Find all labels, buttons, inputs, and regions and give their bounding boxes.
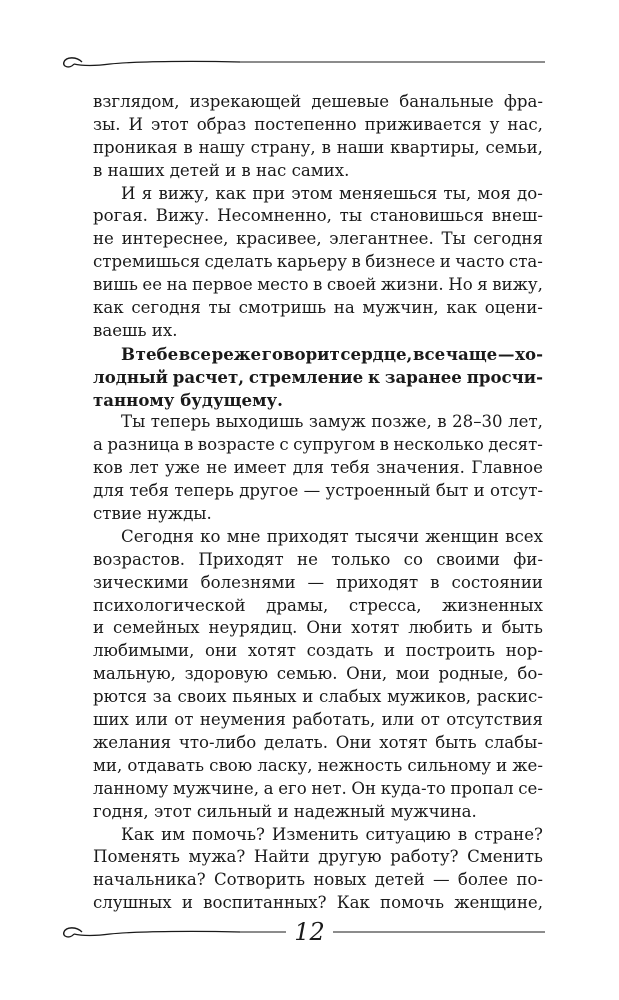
text-line: а разница в возрасте с супругом в несколько десят-: [93, 435, 543, 455]
text-line: не интереснее, красивее, элегантнее. Ты сегодня: [93, 229, 543, 249]
text-line: ков лет уже не имеет для тебя значения. Главное: [93, 458, 543, 478]
text-line: И я вижу, как при этом меняешься ты, моя до-: [121, 183, 543, 203]
text-line: и семейных неурядиц. Они хотят любить и быть: [93, 618, 543, 638]
text-line: проникая в нашу страну, в наши квартиры, семьи,: [93, 137, 543, 157]
text-line: взглядом, изрекающей дешевые банальные фра-: [93, 92, 543, 111]
text-line: для тебя теперь другое — устроенный быт и отсут-: [93, 481, 543, 501]
text-line: ствие нужды.: [93, 504, 212, 524]
text-line: ми, отдавать свою ласку, нежность сильному и же-: [93, 755, 543, 775]
text-line: Ты теперь выходишь замуж позже, в 28–30 лет,: [121, 412, 543, 432]
text-line: годня, этот сильный и надежный мужчина.: [93, 801, 477, 821]
text-line: рются за своих пьяных и слабых мужиков, раскис-: [93, 687, 543, 707]
text-line: в наших детей и в нас самих.: [93, 160, 350, 180]
text-line: зическими болезнями — приходят в состоянии: [93, 572, 543, 592]
text-line: Сегодня ко мне приходят тысячи женщин всех: [121, 526, 543, 546]
text-line: ваешь их.: [93, 320, 178, 340]
text-line: желания что-либо делать. Они хотят быть слабы-: [93, 732, 543, 752]
flourish-divider-icon: [0, 52, 619, 72]
text-line: зы. И этот образ постепенно приживается у нас,: [93, 114, 543, 134]
text-line: мальную, здоровую семью. Они, мои родные, бо-: [93, 664, 543, 684]
page-number: [0, 918, 619, 946]
text-line: Поменять мужа? Найти другую работу? Сменить: [93, 847, 543, 867]
text-line: лодный расчет, стремление к заранее просчи-: [93, 366, 543, 387]
text-line: вишь ее на первое место в своей жизни. Но я вижу,: [93, 275, 543, 295]
top-ornament: [0, 52, 619, 72]
text-line: начальника? Сотворить новых детей — более по-: [93, 870, 543, 890]
page-number-label: 12: [286, 918, 333, 946]
text-line: как сегодня ты смотришь на мужчин, как оцени-: [93, 298, 543, 318]
text-line: возрастов. Приходят не только со своими фи-: [93, 549, 543, 569]
text-line: стремишься сделать карьеру в бизнесе и часто ста-: [93, 252, 543, 272]
text-line: Как им помочь? Изменить ситуацию в стране?: [121, 824, 543, 844]
text-line: любимыми, они хотят создать и построить нор-: [93, 641, 543, 661]
page-body: [93, 91, 543, 915]
text-line: ланному мужчине, а его нет. Он куда-то пропал се-: [93, 778, 543, 798]
text-line: слушных и воспитанных? Как помочь женщине,: [93, 893, 543, 913]
text-line: танному будущему.: [93, 389, 283, 410]
text-line: психологической драмы, стресса, жизненных: [93, 595, 543, 615]
text-line: рогая. Вижу. Несомненно, ты становишься внеш-: [93, 206, 543, 226]
text-line: ших или от неумения работать, или от отсутствия: [93, 710, 543, 730]
text-line: В тебе все реже говорит сердце, все чаще — хо-: [121, 343, 543, 364]
